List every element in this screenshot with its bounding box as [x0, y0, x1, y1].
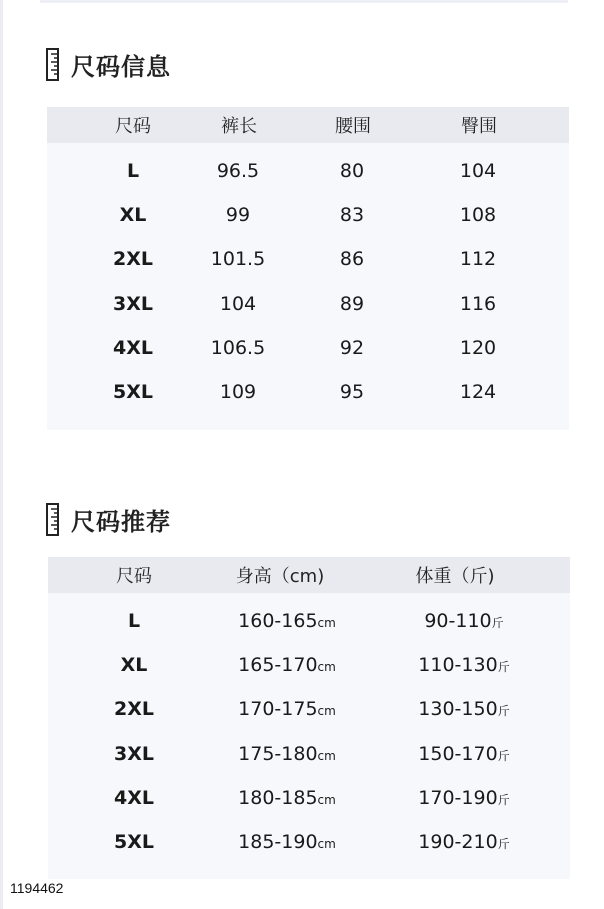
size-cell: L — [127, 610, 141, 633]
height-cell — [207, 698, 367, 720]
table-row — [48, 820, 570, 864]
value-cell: 92 — [339, 336, 365, 359]
value-cell: 95 — [339, 381, 365, 404]
table-row — [47, 237, 569, 281]
height-unit: cm — [317, 616, 336, 631]
weight-unit: 斤 — [497, 837, 510, 852]
table-header — [48, 557, 570, 593]
left-edge-stripe — [0, 0, 3, 909]
weight-cell — [384, 743, 544, 765]
weight-cell — [384, 698, 544, 720]
size-info-table — [47, 107, 569, 430]
weight-unit: 斤 — [497, 660, 510, 675]
table-row — [47, 326, 569, 370]
height-cell — [207, 831, 367, 853]
height-unit: cm — [317, 792, 336, 807]
table-row — [47, 370, 569, 414]
value-cell: 104 — [219, 292, 257, 315]
value-cell: 124 — [459, 381, 497, 404]
value-cell: 101.5 — [210, 248, 266, 271]
table-row — [47, 193, 569, 237]
top-divider — [40, 0, 568, 3]
value-cell: 96.5 — [216, 160, 260, 183]
section-title: 尺码推荐 — [71, 508, 171, 536]
table-header — [47, 107, 569, 143]
size-cell: 5XL — [114, 831, 154, 854]
value-cell: 89 — [339, 292, 365, 315]
weight-cell — [384, 654, 544, 676]
value-cell: 112 — [459, 248, 497, 271]
height-value: 170-175 — [238, 698, 318, 721]
value-cell: 80 — [339, 160, 365, 183]
weight-cell — [384, 831, 544, 853]
height-value: 185-190 — [238, 831, 318, 854]
weight-unit: 斤 — [497, 748, 510, 763]
weight-cell — [384, 610, 544, 632]
weight-value: 190-210 — [418, 831, 498, 854]
weight-value: 170-190 — [418, 786, 498, 809]
height-unit: cm — [317, 704, 336, 719]
size-cell: 3XL — [114, 742, 154, 765]
height-value: 175-180 — [238, 742, 318, 765]
height-unit: cm — [317, 837, 336, 852]
height-value: 160-165 — [238, 610, 318, 633]
header-cell: 腰围 — [335, 116, 371, 137]
value-cell: 106.5 — [210, 336, 266, 359]
height-cell — [207, 654, 367, 676]
value-cell: 86 — [339, 248, 365, 271]
header-cell: 体重（斤) — [415, 566, 495, 587]
header-cell: 尺码 — [115, 116, 151, 137]
header-cell: 身高（cm) — [235, 566, 325, 587]
table-row — [48, 643, 570, 687]
size-cell: 2XL — [114, 698, 154, 721]
size-cell: 4XL — [113, 336, 153, 359]
height-cell — [207, 610, 367, 632]
size-info-heading — [46, 47, 171, 82]
value-cell: 109 — [219, 381, 257, 404]
height-unit: cm — [317, 748, 336, 763]
value-cell: 104 — [459, 160, 497, 183]
size-recommend-heading — [46, 502, 171, 537]
table-row — [48, 776, 570, 820]
size-cell: XL — [120, 654, 148, 677]
size-cell: 2XL — [113, 248, 153, 271]
size-cell: 4XL — [114, 786, 154, 809]
size-cell: 5XL — [113, 381, 153, 404]
height-cell — [207, 787, 367, 809]
weight-cell — [384, 787, 544, 809]
value-cell: 108 — [459, 204, 497, 227]
weight-value: 150-170 — [418, 742, 498, 765]
weight-value: 130-150 — [418, 698, 498, 721]
height-cell — [207, 743, 367, 765]
value-cell: 99 — [225, 204, 251, 227]
table-row — [48, 732, 570, 776]
weight-unit: 斤 — [497, 792, 510, 807]
header-cell: 尺码 — [116, 566, 152, 587]
section-title: 尺码信息 — [71, 53, 171, 81]
table-row — [48, 599, 570, 643]
product-id-label: 1194462 — [10, 880, 64, 896]
header-cell: 裤长 — [221, 116, 257, 137]
weight-value: 90-110 — [424, 610, 492, 633]
weight-unit: 斤 — [497, 704, 510, 719]
ruler-icon — [46, 48, 59, 81]
value-cell: 116 — [459, 292, 497, 315]
height-value: 165-170 — [238, 654, 318, 677]
size-recommend-table — [48, 557, 570, 879]
header-cell: 臀围 — [461, 116, 497, 137]
height-unit: cm — [317, 660, 336, 675]
size-cell: XL — [119, 204, 147, 227]
height-value: 180-185 — [238, 786, 318, 809]
ruler-icon — [46, 503, 59, 536]
weight-unit: 斤 — [491, 616, 504, 631]
value-cell: 120 — [459, 336, 497, 359]
table-row — [48, 687, 570, 731]
table-row — [47, 149, 569, 193]
table-row — [47, 282, 569, 326]
weight-value: 110-130 — [418, 654, 498, 677]
size-cell: L — [126, 160, 140, 183]
size-cell: 3XL — [113, 292, 153, 315]
value-cell: 83 — [339, 204, 365, 227]
